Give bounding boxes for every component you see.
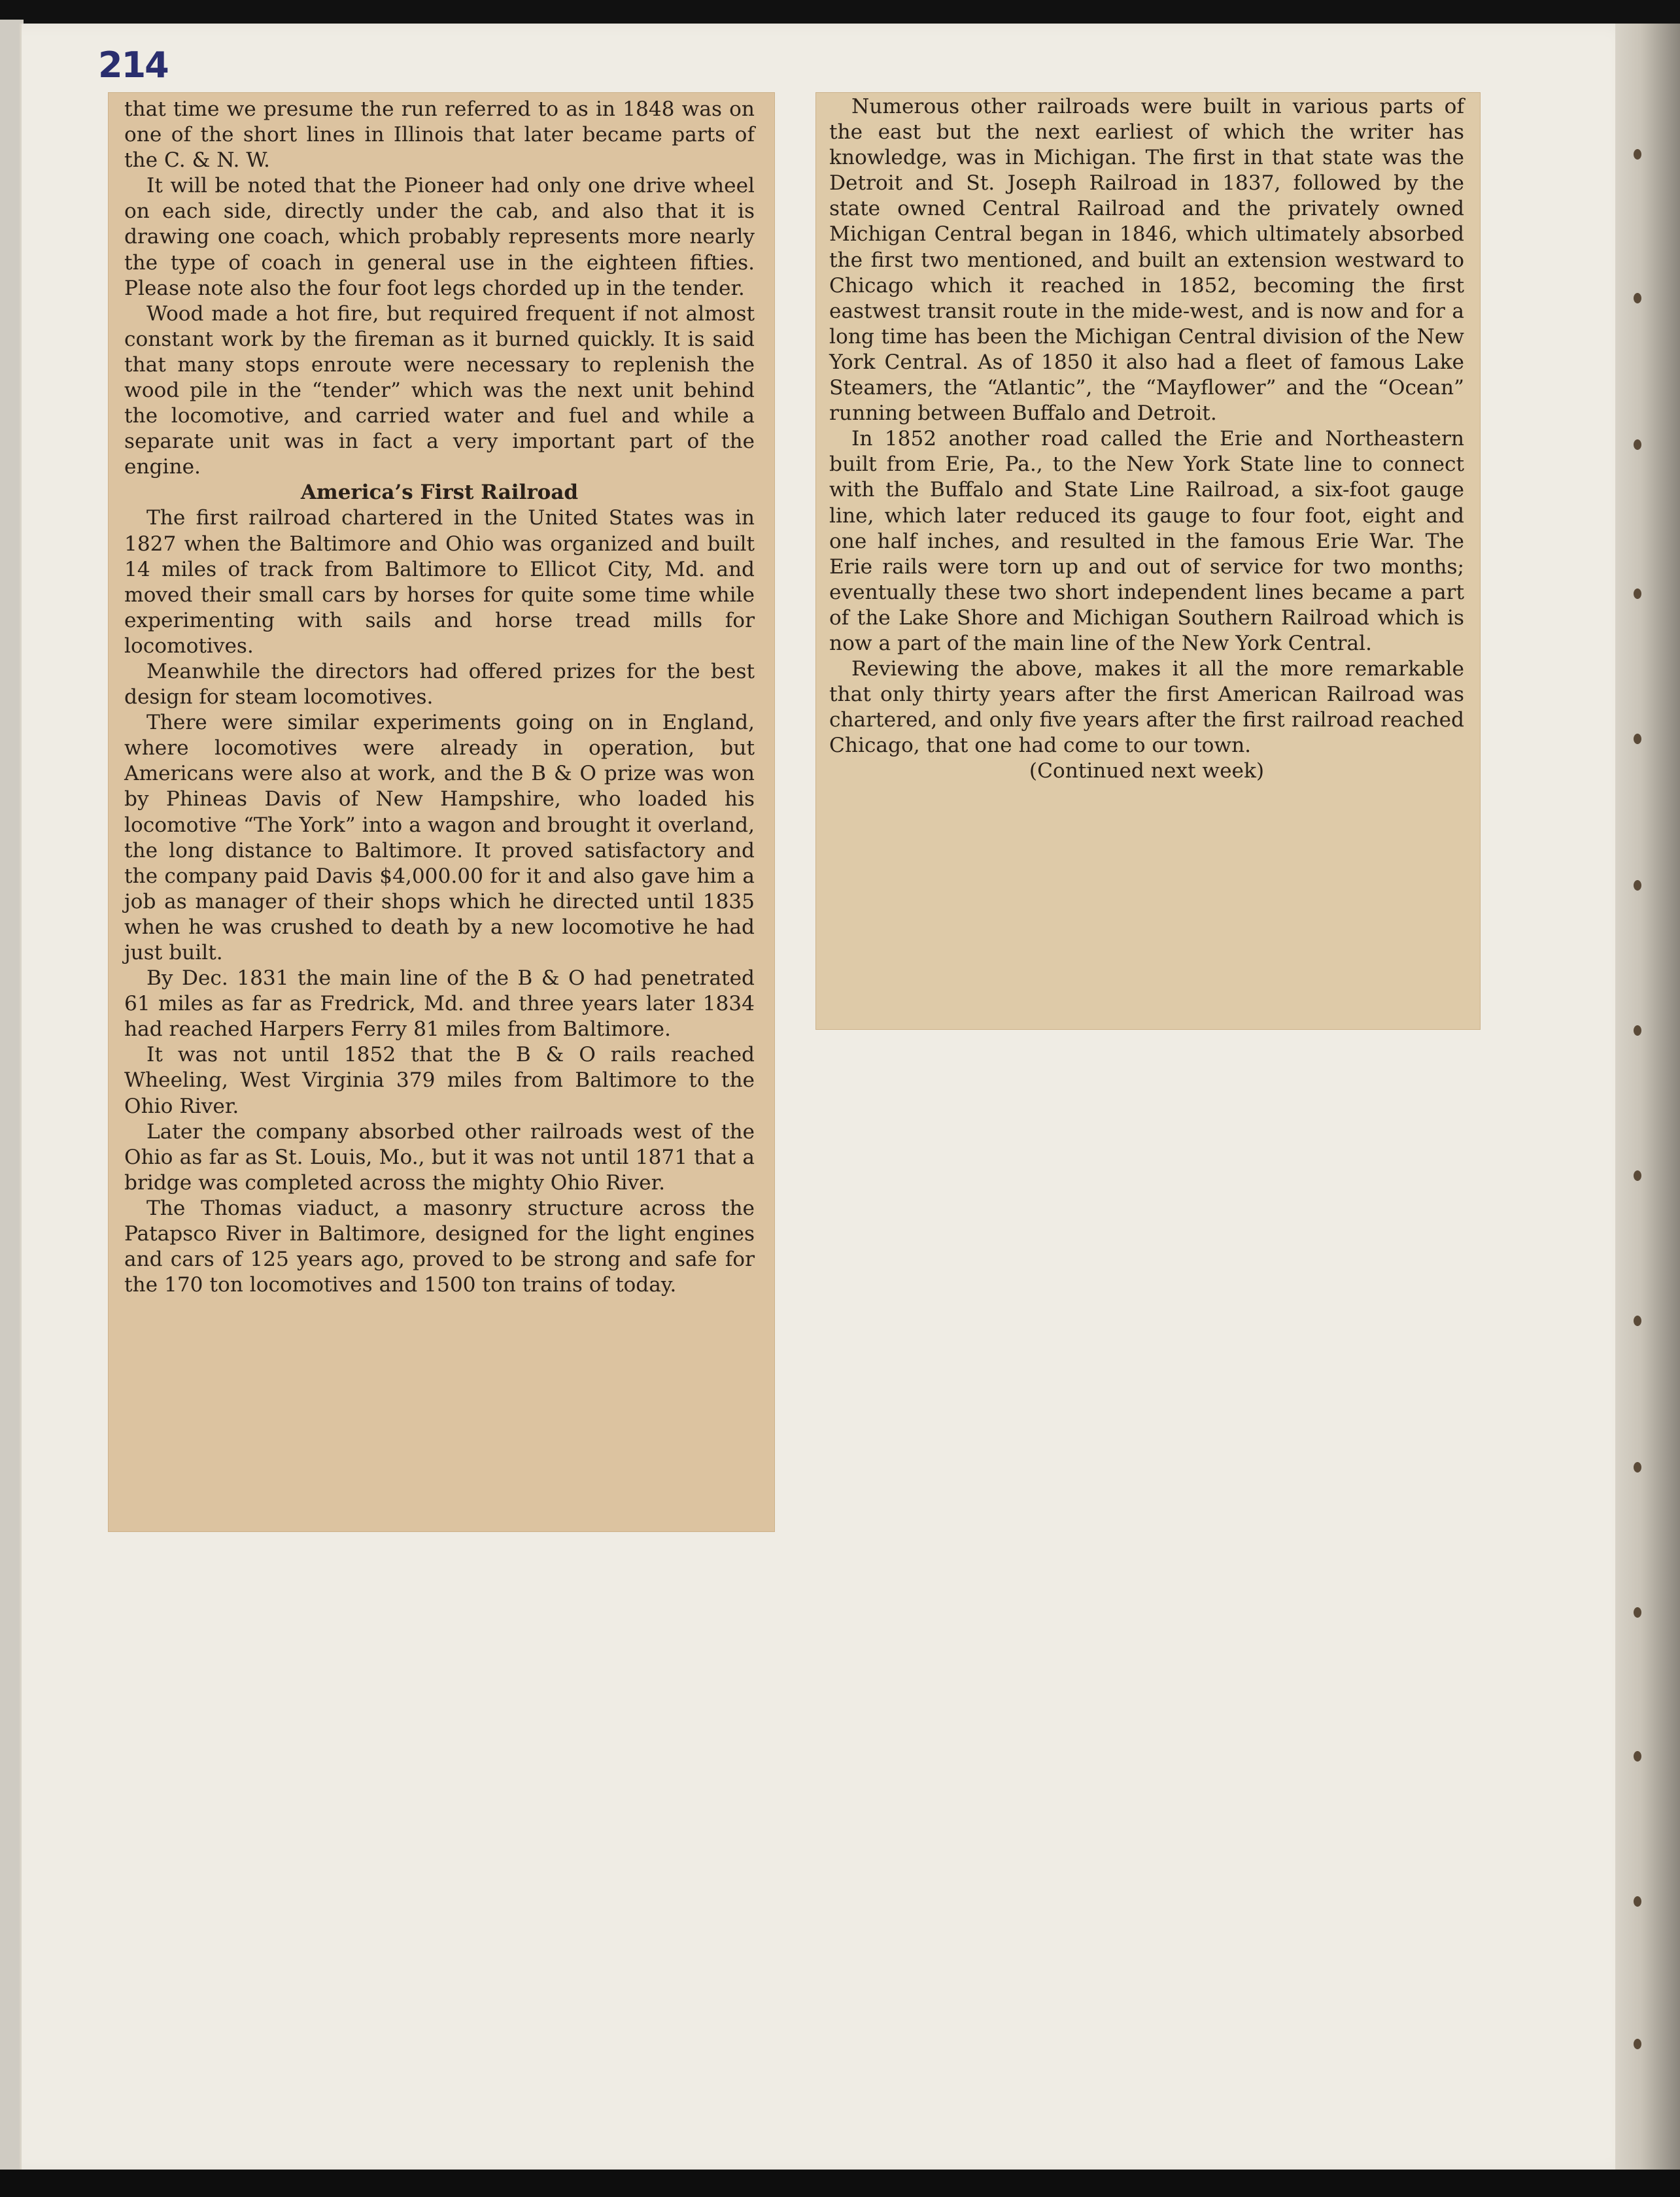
binding-rivet: [1634, 2039, 1641, 2049]
binding-rivet: [1634, 439, 1641, 450]
scan-bottom-border: [0, 2170, 1680, 2197]
paragraph: Meanwhile the directors had offered prizes for the best design for steam locomotives.: [124, 659, 755, 709]
binding-rivet: [1634, 734, 1641, 744]
paragraph: By Dec. 1831 the main line of the B & O had penetrated 61 miles as far as Fredrick, Md. and three years later 1834 had reached Harpers Ferry 81 miles from Baltimore.: [124, 966, 755, 1042]
paragraph: Numerous other railroads were built in various parts of the east but the next earliest of which the writer has knowledge, was in Michigan. The first in that state was the Detroit and St. Joseph Railroad in 1837, followed by the state owned Central Railroad and the privately owned Michigan Central began in 1846, which ultimately absorbed the first two mentioned, and built an extension westward to Chicago which it reached in 1852, becoming the first eastwest transit route in the mide-west, and is now and for a long time has been the Michigan Central division of the New York Central. As of 1850 it also had a fleet of famous Lake Steamers, the “Atlantic”, the “Mayflower” and the “Ocean” running between Buffalo and Detroit.: [829, 95, 1464, 426]
binding-rivet: [1634, 149, 1641, 160]
paragraph: Wood made a hot fire, but required frequent if not almost constant work by the fireman as it burned quickly. It is said that many stops enroute were necessary to replenish the wood pile in the “tender” which was the next unit behind the locomotive, and carried water and fuel and while a separate unit was in fact a very important part of the engine.: [124, 301, 755, 479]
binding-rivet: [1634, 1462, 1641, 1473]
newspaper-clipping-right: [816, 93, 1480, 1029]
paragraph: There were similar experiments going on in England, where locomotives were already in operation, but Americans were also at work, and the B & O prize was won by Phineas Davis of New Hampshire, who loaded his locomotive “The York” into a wagon and brought it overland, the long distance to Baltimore. It proved satisfactory and the company paid Davis $4,000.00 for it and also gave him a job as manager of their shops which he directed until 1835 when he was crushed to death by a new locomotive he had just built.: [124, 711, 755, 964]
paragraph: The Thomas viaduct, a masonry structure across the Patapsco River in Baltimore, designed for the light engines and cars of 125 years ago, proved to be strong and safe for the 170 ton locomotives and 1500 ton trains of today.: [124, 1196, 755, 1297]
binding-rivet: [1634, 1607, 1641, 1618]
page-edge-stack: [1615, 24, 1680, 2171]
binding-rivet: [1634, 1316, 1641, 1326]
page-number: 214: [98, 44, 168, 86]
binding-rivet: [1634, 1170, 1641, 1181]
paragraph: It will be noted that the Pioneer had only one drive wheel on each side, directly under the cab, and also that it is drawing one coach, which probably represents more nearly the type of coach in general use in the eighteen fifties. Please note also the four foot legs chorded up in the tender.: [124, 174, 755, 300]
binding-rivet: [1634, 588, 1641, 599]
paragraph: The first railroad chartered in the United States was in 1827 when the Baltimore and Ohio was organized and built 14 miles of track from Baltimore to Ellicot City, Md. and moved their small cars by horses for quite some time while experimenting with sails and horse tread mills for locomotives.: [124, 506, 755, 658]
paragraph: It was not until 1852 that the B & O rails reached Wheeling, West Virginia 379 miles from Baltimore to the Ohio River.: [124, 1043, 755, 1118]
paragraph: In 1852 another road called the Erie and Northeastern built from Erie, Pa., to the New York State line to connect with the Buffalo and State Line Railroad, a six-foot gauge line, which later reduced its gauge to four foot, eight and one half inches, and resulted in the famous Erie War. The Erie rails were torn up and out of service for two months; eventually these two short independent lines became a part of the Lake Shore and Michigan Southern Railroad which is now a part of the main line of the New York Central.: [829, 427, 1464, 655]
binding-rivet: [1634, 1025, 1641, 1036]
paragraph: Later the company absorbed other railroads west of the Ohio as far as St. Louis, Mo., but it was not until 1871 that a bridge was completed across the mighty Ohio River.: [124, 1119, 755, 1195]
continued-note: (Continued next week): [1029, 759, 1265, 783]
newspaper-clipping-left: [109, 93, 774, 1531]
binding-rivet: [1634, 880, 1641, 891]
section-heading: America’s First Railroad: [300, 481, 579, 505]
paragraph: Reviewing the above, makes it all the more remarkable that only thirty years after the first American Railroad was chartered, and only five years after the first railroad reached Chicago, that one had come to our town.: [829, 657, 1464, 758]
binding-rivet: [1634, 1751, 1641, 1762]
binding-rivet: [1634, 1896, 1641, 1907]
binding-rivet: [1634, 293, 1641, 303]
paragraph: that time we presume the run referred to as in 1848 was on one of the short lines in Illinois that later became parts of the C. & N. W.: [124, 97, 755, 173]
